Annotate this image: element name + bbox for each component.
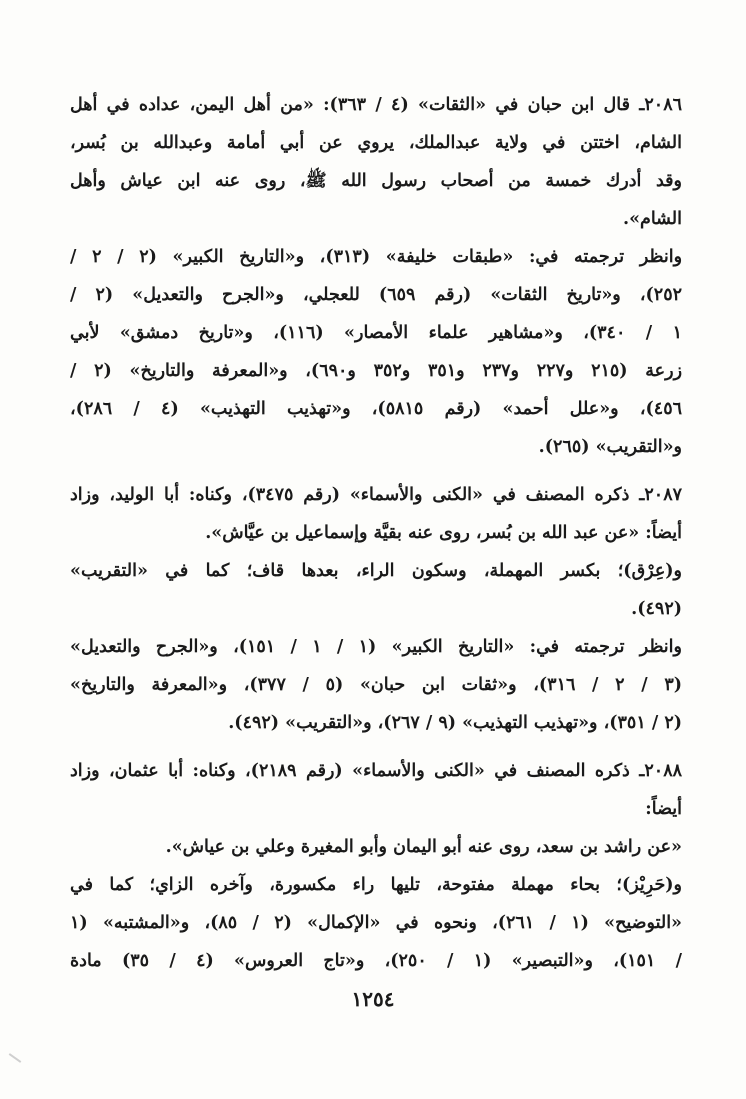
entry-line: و(حَرِيْز)؛ بحاء مهملة مفتوحة، تليها راء مكسورة، وآخره الزاي؛ كما في — [70, 875, 682, 895]
entry-line: و«التقريب» (٢٦٥). — [538, 437, 682, 457]
entry-line: زرعة (٢١٥ و٢٢٧ و٢٣٧ و٣٥١ و٣٥٢ و٦٩٠)، و«المعرفة والتاريخ» (٢ / — [70, 361, 682, 381]
scan-artifact — [9, 1053, 22, 1063]
entry-line: (٣ / ٢ / ٣١٦)، و«ثقات ابن حبان» (٥ / ٣٧٧)، و«المعرفة والتاريخ» — [70, 675, 682, 695]
entry-2088 — [70, 752, 682, 980]
entry-line: وقد أدرك خمسة من أصحاب رسول الله ﷺ، روى عنه ابن عياش وأهل — [70, 171, 682, 191]
entry-line: ٤٥٦)، و«علل أحمد» (رقم ٥٨١٥)، و«تهذيب التهذيب» (٤ / ٢٨٦)، — [70, 399, 682, 419]
entry-line: «التوضيح» (١ / ٢٦١)، ونحوه في «الإكمال» (٢ / ٨٥)، و«المشتبه» (١ — [70, 913, 682, 933]
entry-line: ٢٠٨٧ـ ذكره المصنف في «الكنى والأسماء» (رقم ٣٤٧٥)، وكناه: أبا الوليد، وزاد — [70, 485, 682, 505]
entry-2087 — [70, 476, 682, 742]
entry-line: ٢٠٨٦ـ قال ابن حبان في «الثقات» (٤ / ٣٦٣): «من أهل اليمن، عداده في أهل — [70, 95, 682, 115]
entry-line: و(عِرْق)؛ بكسر المهملة، وسكون الراء، بعدها قاف؛ كما في «التقريب» — [70, 561, 682, 581]
entry-line: الشام». — [622, 209, 682, 229]
entry-line: ٢٥٢)، و«تاريخ الثقات» (رقم ٦٥٩) للعجلي، و«الجرح والتعديل» (٢ / — [70, 285, 682, 305]
entry-line: أيضاً: «عن عبد الله بن بُسر، روى عنه بقيَّة وإسماعيل بن عيَّاش». — [205, 523, 682, 543]
entry-line: وانظر ترجمته في: «طبقات خليفة» (٣١٣)، و«التاريخ الكبير» (٢ / ٢ / — [70, 247, 682, 267]
entry-line: ٢٠٨٨ـ ذكره المصنف في «الكنى والأسماء» (رقم ٢١٨٩)، وكناه: أبا عثمان، وزاد — [70, 761, 682, 781]
entry-line: (٢ / ٣٥١)، و«تهذيب التهذيب» (٩ / ٢٦٧)، و«التقريب» (٤٩٢). — [228, 713, 682, 733]
entry-line: «عن راشد بن سعد، روى عنه أبو اليمان وأبو المغيرة وعلي بن عياش». — [165, 837, 682, 857]
entry-line: ١ / ٣٤٠)، و«مشاهير علماء الأمصار» (١١٦)، و«تاريخ دمشق» لأبي — [70, 323, 682, 343]
entry-line: / ١٥١)، و«التبصير» (١ / ٢٥٠)، و«تاج العروس» (٤ / ٣٥) مادة — [70, 951, 682, 971]
entry-line: الشام، اختتن في ولاية عبدالملك، يروي عن أبي أمامة وعبدالله بن بُسر، — [70, 133, 682, 153]
entry-line: أيضاً: — [645, 799, 682, 819]
page-number: ١٢٥٤ — [351, 987, 395, 1011]
entry-line: (٤٩٢). — [631, 599, 682, 619]
entry-2086 — [70, 86, 682, 466]
entry-line: وانظر ترجمته في: «التاريخ الكبير» (١ / ١ / ١٥١)، و«الجرح والتعديل» — [70, 637, 682, 657]
